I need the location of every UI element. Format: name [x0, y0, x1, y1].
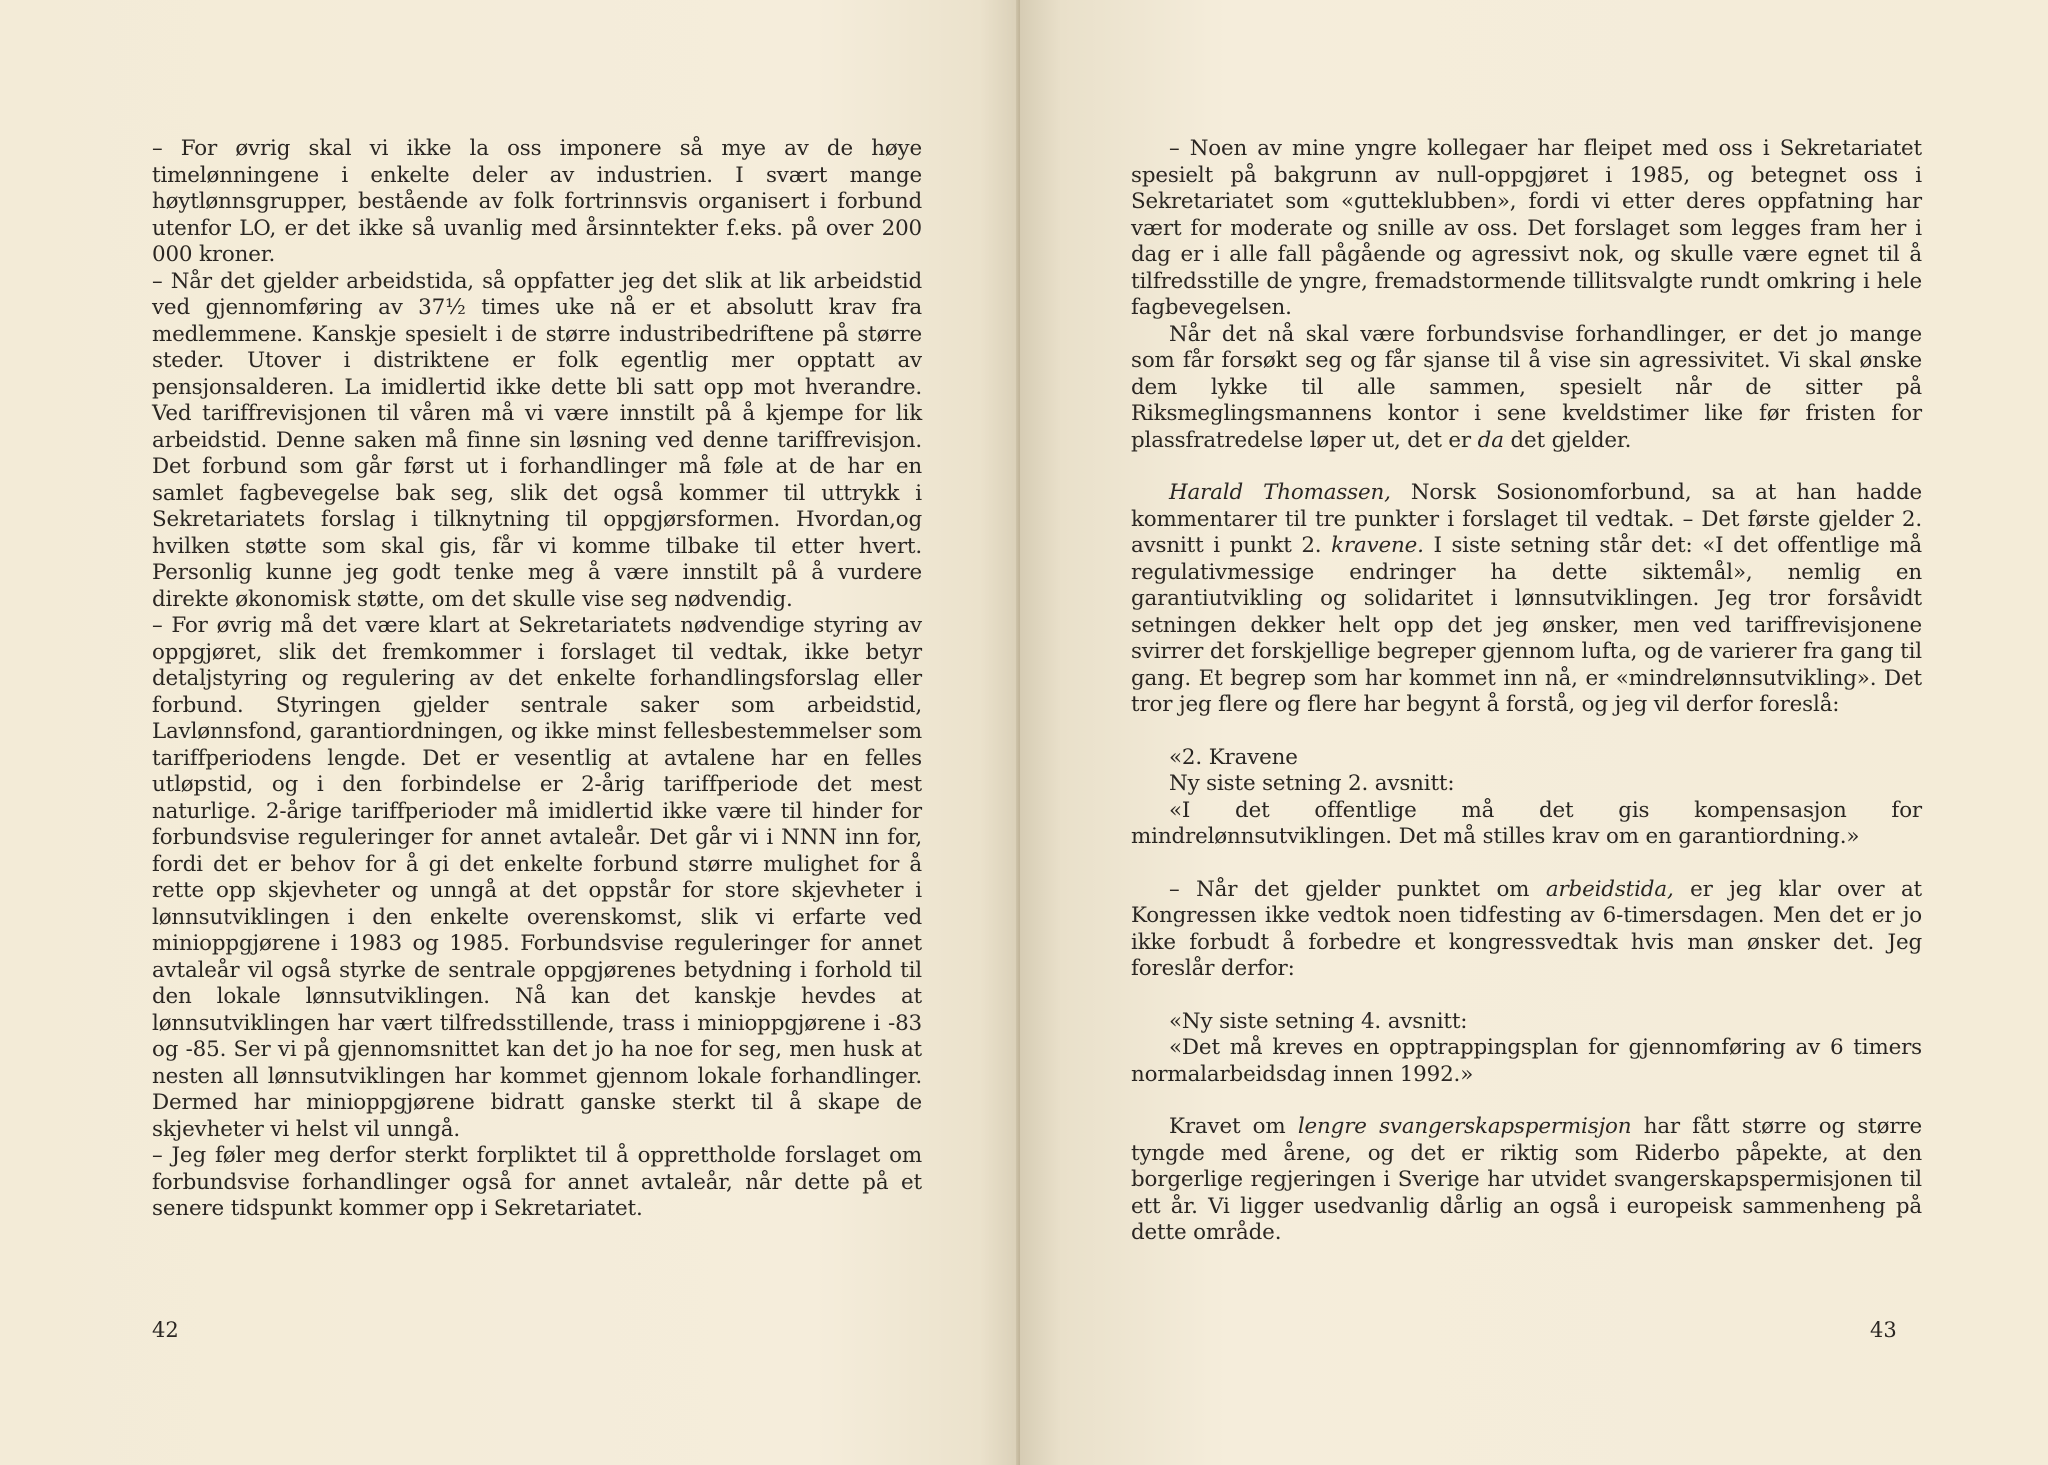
emphasis-da: da	[1477, 427, 1504, 453]
left-page	[0, 0, 1020, 1465]
emphasis-svangerskapspermisjon: lengre svangerskapspermisjon	[1297, 1114, 1632, 1139]
quote-1-line-2: Ny siste setning 2. avsnitt:	[1169, 771, 1455, 796]
left-paragraph-2: – Når det gjelder arbeidstida, så oppfatter jeg det slik at lik arbeidstid ved gjennomføring av 37½ times uke nå er et absolutt krav fra medlemmene. Kanskje spesielt i de større industribedriftene på større steder. Utover i distriktene er folk egentlig mer opptatt av pensjonsalderen. La imidlertid ikke dette bli satt opp mot hverandre. Ved tariffrevisjonen til våren må vi være innstilt på å kjempe for lik arbeidstid. Denne saken må finne sin løsning ved denne tariffrevisjon. Det forbund som går først ut i forhandlinger må føle at de har en samlet fagbevegelse bak seg, slik det også kommer til uttrykk i Sekretariatets forslag i tilknytning til oppgjørsformen. Hvordan,og hvilken støtte som skal gis, får vi komme tilbake til etter hvert. Personlig kunne jeg godt tenke meg å være innstilt på å vurdere direkte økonomisk støtte, om det skulle vise seg nødvendig.	[152, 268, 922, 612]
spacer	[1131, 719, 1922, 745]
page-number-right: 43	[1870, 1318, 1897, 1342]
right-paragraph-4	[1131, 877, 1922, 983]
right-paragraph-4-text-a: – Når det gjelder punktet om	[1169, 876, 1546, 902]
spacer	[1131, 454, 1922, 480]
left-text-column	[152, 136, 922, 1223]
page-number-left: 42	[152, 1318, 179, 1342]
right-paragraph-2-text-b: det gjelder.	[1503, 427, 1632, 453]
left-paragraph-3: – For øvrig må det være klart at Sekretariatets nødvendige styring av oppgjøret, slik det fremkommer i forslaget til vedtak, ikke betyr detaljstyring og regulering av det enkelte forhandlingsforslag eller forbund. Styringen gjelder sentrale saker som arbeidstid, Lavlønnsfond, garantiordningen, og ikke minst fellesbestemmelser som tariffperiodens lengde. Det er vesentlig at avtalene har en felles utløpstid, og i den forbindelse er 2-årig tariffperiode det mest naturlige. 2-årige tariffperioder må imidlertid ikke være til hinder for forbundsvise reguleringer for annet avtaleår. Det går vi i NNN inn for, fordi det er behov for å gi det enkelte forbund større mulighet for å rette opp skjevheter og unngå at det oppstår for store skjevheter i lønnsutviklingen i den enkelte overenskomst, slik vi erfarte ved minioppgjørene i 1983 og 1985. Forbundsvise reguleringer for annet avtaleår vil også styrke de sentrale oppgjørenes betydning i forhold til den lokale lønnsutviklingen. Nå kan det kanskje hevdes at lønnsutviklingen har vært tilfredsstillende, trass i minioppgjørene i -83 og -85. Ser vi på gjennomsnittet kan det jo ha noe for seg, men husk at nesten all lønnsutviklingen har kommet gjennom lokale forhandlinger. Dermed har minioppgjørene bidratt ganske sterkt til å skape de skjevheter vi helst vil unngå.	[152, 613, 922, 1142]
right-paragraph-5	[1131, 1114, 1922, 1247]
right-paragraph-4-text-b: er jeg klar over at Kongressen ikke vedtok noen tidfesting av 6-timersdagen. Men det er jo ikke forbudt å forbedre et kongressvedtak hvis man ønsker det. Jeg foreslår derfor:	[1131, 876, 1922, 981]
right-page	[1020, 0, 2048, 1465]
quote-2-line-1: «Ny siste setning 4. avsnitt:	[1169, 1008, 1468, 1034]
left-paragraph-1: – For øvrig skal vi ikke la oss imponere så mye av de høye timelønningene i enkelte deler av industrien. I svært mange høytlønnsgrupper, bestående av folk fortrinnsvis organisert i forbund utenfor LO, er det ikke så uvanlig med årsinntekter f.eks. på over 200 000 kroner.	[152, 136, 922, 267]
right-paragraph-3-text-b: I siste setning står det: «I det offentlige må regulativmessige endringer ha dette siktemål», nemlig en garantiutvikling og solidaritet i lønnsutviklingen. Jeg tror forsåvidt setningen dekker helt opp det jeg ønsker, men ved tariffrevisjonene svirrer det forskjellige begreper gjennom lufta, og de varierer fra gang til gang. Et begrep som har kommet inn nå, er «mindrelønnsutvikling». Det tror jeg flere og flere har begynt å forstå, og jeg vil derfor foreslå:	[1131, 533, 1922, 717]
quote-1-line-3: «I det offentlige må det gis kompensasjon for mindrelønnsutviklingen. Det må stilles krav om en garantiordning.»	[1131, 797, 1922, 849]
right-paragraph-3	[1131, 480, 1922, 719]
right-text-column	[1131, 136, 1922, 1247]
right-paragraph-1: – Noen av mine yngre kollegaer har fleipet med oss i Sekretariatet spesielt på bakgrunn av null-oppgjøret i 1985, og betegnet oss i Sekretariatet som «gutteklubben», fordi vi etter deres oppfatning har vært for moderate og snille av oss. Det forslaget som legges fram her i dag er i alle fall pågående og agressivt nok, og skulle være egnet til å tilfredsstille de yngre, fremadstormende tillitsvalgte rundt omkring i hele fagbevegelsen.	[1131, 136, 1922, 320]
quote-1-line-1: «2. Kravene	[1169, 744, 1298, 770]
quote-2-line-2: «Det må kreves en opptrappingsplan for gjennomføring av 6 timers normalarbeidsdag innen 1992.»	[1131, 1035, 1922, 1087]
speaker-name: Harald Thomassen,	[1169, 480, 1391, 505]
emphasis-arbeidstida: arbeidstida,	[1545, 876, 1674, 902]
spacer	[1131, 983, 1922, 1009]
spacer	[1131, 851, 1922, 877]
right-paragraph-5-text-b: har fått større og større tyngde med årene, og det er riktig som Riderbo påpekte, at den borgerlige regjeringen i Sverige har utvidet svangerskapspermisjonen til ett år. Vi ligger usedvanlig dårlig an også i europeisk sammenheng på dette område.	[1131, 1114, 1922, 1245]
right-paragraph-2	[1131, 322, 1922, 455]
right-paragraph-2-text-a: Når det nå skal være forbundsvise forhandlinger, er det jo mange som får forsøkt seg og får sjanse til å vise sin agressivitet. Vi skal ønske dem lykke til alle sammen, spesielt når de sitter på Riksmeglingsmannens kontor i sene kveldstimer like før fristen for plassfratredelse løper ut, det er	[1131, 321, 1922, 453]
right-paragraph-3-text-a: Norsk Sosionomforbund, sa at han hadde kommentarer til tre punkter i forslaget til vedtak. – Det første gjelder 2. avsnitt i punkt 2.	[1131, 480, 1922, 558]
right-paragraph-5-text-a: Kravet om	[1169, 1114, 1298, 1139]
spacer	[1131, 1088, 1922, 1114]
emphasis-kravene: kravene.	[1331, 533, 1424, 558]
left-paragraph-4: – Jeg føler meg derfor sterkt forpliktet til å opprettholde forslaget om forbundsvise forhandlinger også for annet avtaleår, når dette på et senere tidspunkt kommer opp i Sekretariatet.	[152, 1143, 922, 1221]
